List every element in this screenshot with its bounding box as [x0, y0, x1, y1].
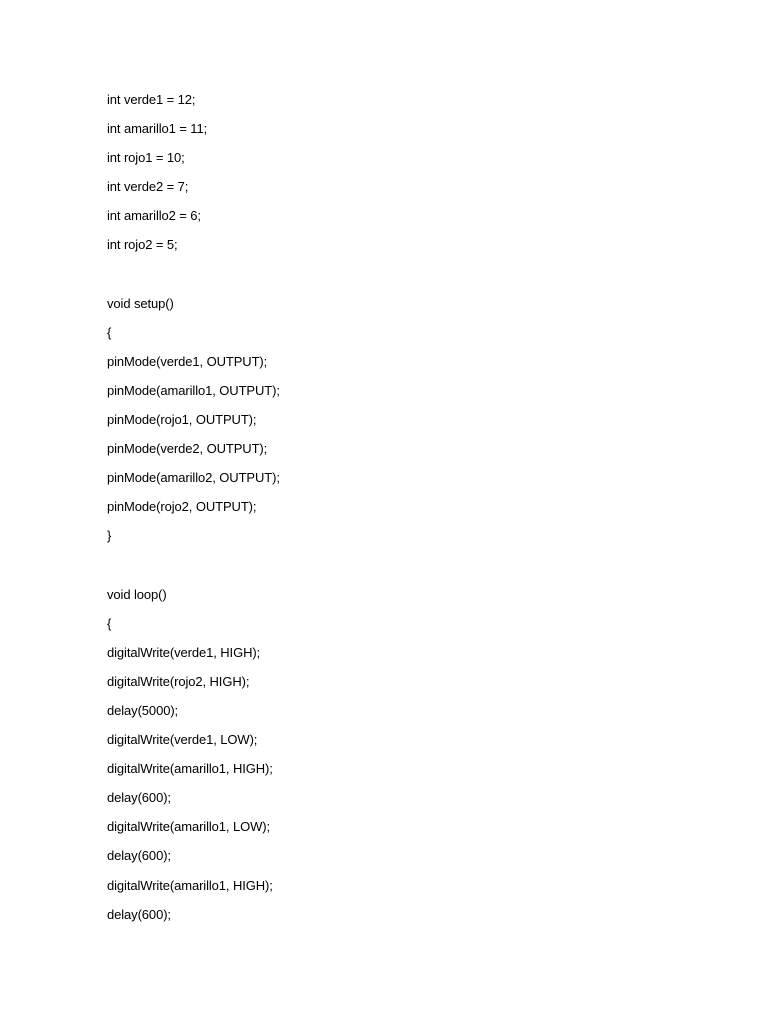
code-line: } [107, 528, 112, 544]
code-line: int amarillo1 = 11; [107, 121, 208, 137]
code-line: pinMode(rojo2, OUTPUT); [107, 499, 257, 515]
code-line: { [107, 615, 112, 631]
code-line: digitalWrite(amarillo1, HIGH); [107, 761, 273, 777]
code-line: delay(600); [107, 848, 171, 864]
code-line: int rojo2 = 5; [107, 237, 178, 253]
code-line: int rojo1 = 10; [107, 150, 185, 166]
code-line: delay(5000); [107, 702, 179, 718]
blank-line [107, 266, 707, 295]
code-line: delay(600); [107, 906, 171, 922]
code-line: int amarillo2 = 6; [107, 208, 201, 224]
code-line: digitalWrite(verde1, HIGH); [107, 644, 261, 660]
code-line: digitalWrite(amarillo1, HIGH); [107, 877, 273, 893]
code-line: pinMode(verde1, OUTPUT); [107, 353, 268, 369]
code-line: pinMode(amarillo1, OUTPUT); [107, 382, 280, 398]
code-line: delay(600); [107, 790, 171, 806]
blank-line [107, 557, 707, 586]
code-line: digitalWrite(amarillo1, LOW); [107, 819, 271, 835]
code-line: digitalWrite(verde1, LOW); [107, 732, 258, 748]
code-block [107, 91, 707, 935]
code-line: int verde2 = 7; [107, 179, 189, 195]
code-line: pinMode(amarillo2, OUTPUT); [107, 470, 280, 486]
code-line: pinMode(verde2, OUTPUT); [107, 441, 268, 457]
code-line: int verde1 = 12; [107, 92, 196, 107]
code-line: void loop() [107, 586, 167, 602]
code-line: void setup() [107, 295, 174, 311]
code-line: pinMode(rojo1, OUTPUT); [107, 412, 257, 428]
code-line: digitalWrite(rojo2, HIGH); [107, 673, 250, 689]
code-line: { [107, 324, 112, 340]
